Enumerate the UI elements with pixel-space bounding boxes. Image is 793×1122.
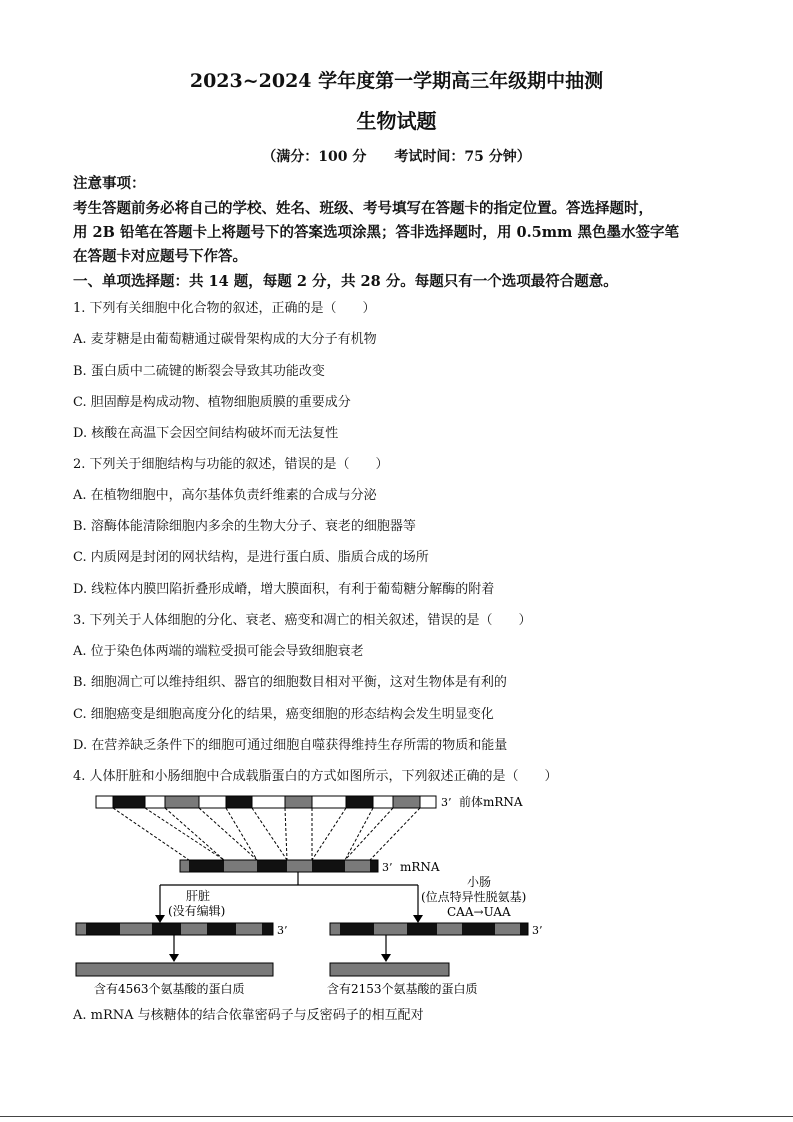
question-1-stem: 1. 下列有关细胞中化合物的叙述，正确的是（ ）: [73, 301, 376, 316]
exam-title: 2023~2024 学年度第一学期高三年级期中抽测: [189, 70, 604, 92]
codon-change: CAA→UAA: [447, 905, 511, 919]
pre-mrna-label: 前体mRNA: [459, 795, 523, 809]
notice-line-3: 在答题卡对应题号下作答。: [73, 248, 247, 265]
question-2-stem: 2. 下列关于细胞结构与功能的叙述，错误的是（ ）: [73, 457, 389, 472]
question-2-option-b: B. 溶酶体能清除细胞内多余的生物大分子、衰老的细胞器等: [73, 519, 416, 534]
intestine-mrna-bar: [330, 923, 528, 935]
question-1-option-c: C. 胆固醇是构成动物、植物细胞质膜的重要成分: [73, 395, 351, 410]
liver-mrna-bar: [76, 923, 273, 935]
arrow-head-liver: [155, 915, 165, 923]
question-2-option-c: C. 内质网是封闭的网状结构，是进行蛋白质、脂质合成的场所: [73, 550, 429, 565]
page-bottom-rule: [0, 1116, 793, 1117]
pre-mrna-3prime: 3’: [441, 796, 452, 809]
mrna-label: mRNA: [400, 860, 440, 874]
liver-note: (没有编辑): [168, 904, 226, 918]
notice-line-2: 用 2B 铅笔在答题卡上将题号下的答案选项涂黑；答非选择题时，用 0.5mm 黑色墨水签字笔: [73, 224, 679, 241]
notice-line-1: 考生答题前务必将自己的学校、姓名、班级、考号填写在答题卡的指定位置。答选择题时，: [73, 200, 653, 217]
liver-label: 肝脏: [186, 889, 211, 903]
question-3-option-d: D. 在营养缺乏条件下的细胞可通过细胞自噬获得维持生存所需的物质和能量: [73, 738, 508, 753]
arrow-head-intestine: [413, 915, 423, 923]
section-heading: 一、单项选择题：共 14 题，每题 2 分，共 28 分。每题只有一个选项最符合题意。: [73, 273, 618, 290]
protein-intestine-label: 含有2153个氨基酸的蛋白质: [327, 982, 478, 996]
question-2-option-a: A. 在植物细胞中，高尔基体负责纤维素的合成与分泌: [73, 488, 377, 503]
mature-mrna-bar: [180, 860, 378, 872]
question-3-option-b: B. 细胞凋亡可以维持组织、器官的细胞数目相对平衡，这对生物体是有利的: [73, 675, 507, 690]
question-3-option-c: C. 细胞癌变是细胞高度分化的结果，癌变细胞的形态结构会发生明显变化: [73, 707, 494, 722]
question-3-stem: 3. 下列关于人体细胞的分化、衰老、癌变和凋亡的相关叙述，错误的是（ ）: [73, 613, 532, 628]
exam-info: （满分：100 分 考试时间：75 分钟）: [262, 149, 531, 165]
intestine-mrna-3prime: 3’: [532, 924, 543, 937]
question-1-option-d: D. 核酸在高温下会因空间结构破坏而无法复性: [73, 426, 339, 441]
protein-bar-liver: [76, 963, 273, 976]
question-4-option-a: A. mRNA 与核糖体的结合依靠密码子与反密码子的相互配对: [73, 1008, 424, 1023]
protein-bar-intestine: [330, 963, 449, 976]
notice-heading: 注意事项：: [73, 175, 146, 192]
liver-mrna-3prime: 3’: [277, 924, 288, 937]
question-1-option-a: A. 麦芽糖是由葡萄糖通过碳骨架构成的大分子有机物: [73, 332, 377, 347]
pre-mrna-bar: [96, 796, 436, 808]
splicing-lines: [113, 808, 420, 860]
question-3-option-a: A. 位于染色体两端的端粒受损可能会导致细胞衰老: [73, 644, 364, 659]
question-2-option-d: D. 线粒体内膜凹陷折叠形成嵴，增大膜面积，有利于葡萄糖分解酶的附着: [73, 582, 495, 597]
subject-title: 生物试题: [356, 109, 437, 133]
mrna-editing-figure: [0, 780, 793, 1025]
intestine-note: (位点特异性脱氨基): [421, 890, 527, 904]
question-4-stem: 4. 人体肝脏和小肠细胞中合成载脂蛋白的方式如图所示，下列叙述正确的是（ ）: [73, 769, 558, 784]
translation-arrow-intestine: [381, 954, 391, 962]
question-1-option-b: B. 蛋白质中二硫键的断裂会导致其功能改变: [73, 364, 325, 379]
mrna-3prime: 3’: [382, 861, 393, 874]
intestine-label: 小肠: [467, 875, 492, 889]
translation-arrow-liver: [169, 954, 179, 962]
protein-liver-label: 含有4563个氨基酸的蛋白质: [94, 982, 245, 996]
